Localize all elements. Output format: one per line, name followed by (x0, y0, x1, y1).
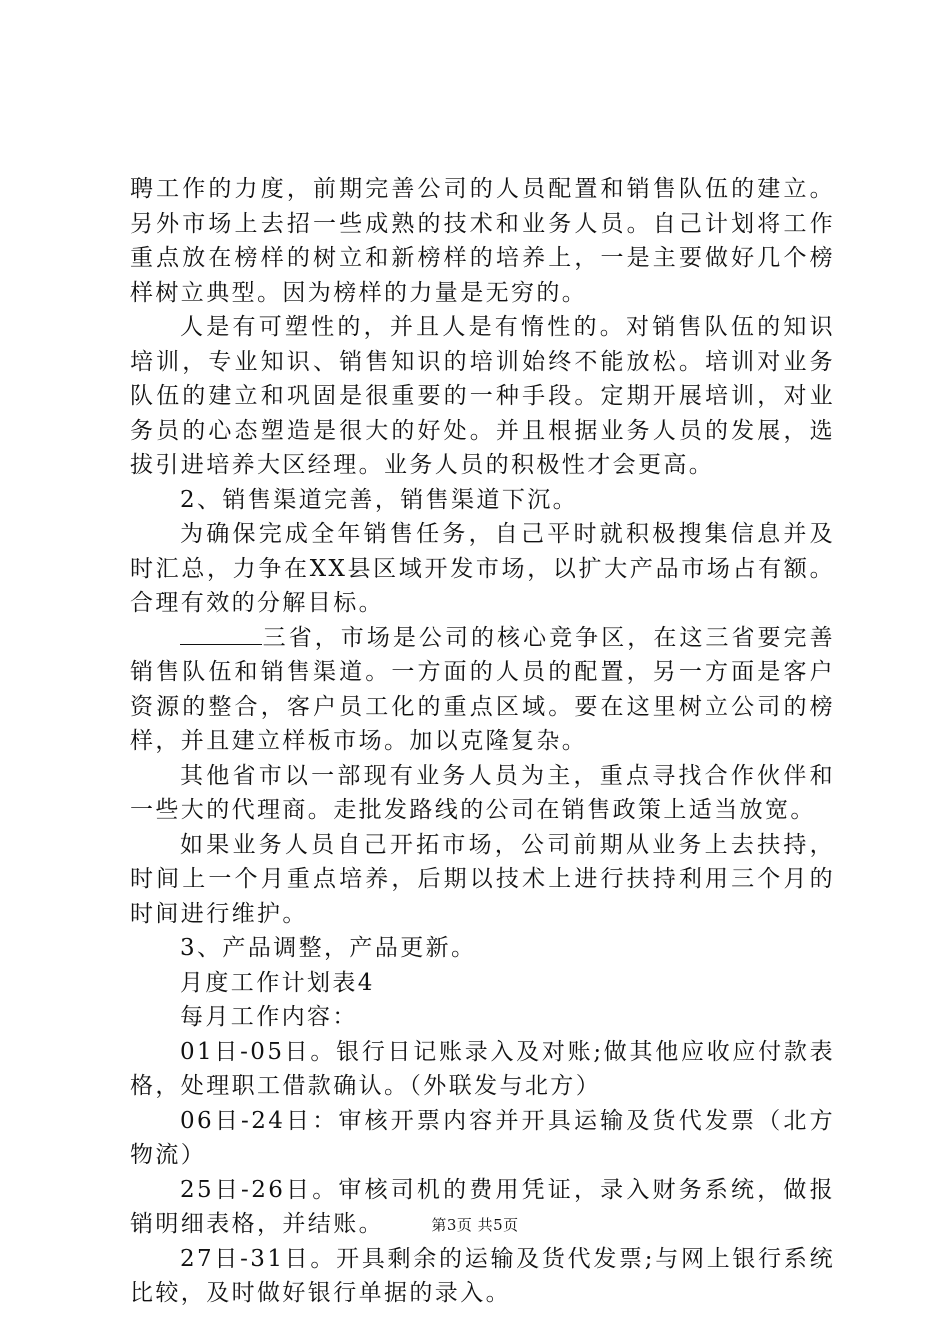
section-heading: 3、产品调整，产品更新。 (180, 935, 477, 961)
paragraph-with-blank (130, 621, 835, 759)
paragraph-text: 三省，市场是公司的核心竞争区，在这三省要完善销售队伍和销售渠道。一方面的人员的配置，另一方面是客户资源的整合，客户员工化的重点区域。要在这里树立公司的榜样，并且建立样板市场。加以克隆复杂。 (130, 624, 835, 754)
document-body (130, 172, 835, 1311)
paragraph: 聘工作的力度，前期完善公司的人员配置和销售队伍的建立。另外市场上去招一些成熟的技术和业务人员。自己计划将工作重点放在榜样的树立和新榜样的培养上，一是主要做好几个榜样树立典型。因为榜样的力量是无穷的。 (130, 176, 835, 306)
schedule-item: 01日-05日。银行日记账录入及对账;做其他应收应付款表格，处理职工借款确认。（外联发与北方） (130, 1038, 835, 1099)
section-title: 月度工作计划表4 (180, 969, 375, 996)
paragraph: 人是有可塑性的，并且人是有惰性的。对销售队伍的知识培训，专业知识、销售知识的培训始终不能放松。培训对业务队伍的建立和巩固是很重要的一种手段。定期开展培训，对业务员的心态塑造是很大的好处。并且根据业务人员的发展，选拔引进培养大区经理。业务人员的积极性才会更高。 (130, 314, 835, 478)
section-heading: 2、销售渠道完善，销售渠道下沉。 (180, 486, 579, 513)
schedule-item: 25日-26日。审核司机的费用凭证，录入财务系统，做报销明细表格，并结账。 (130, 1176, 835, 1237)
schedule-item: 27日-31日。开具剩余的运输及货代发票;与网上银行系统比较，及时做好银行单据的录入。 (130, 1245, 835, 1306)
paragraph: 如果业务人员自己开拓市场，公司前期从业务上去扶持，时间上一个月重点培养，后期以技术上进行扶持利用三个月的时间进行维护。 (130, 831, 835, 927)
fill-in-blank (180, 626, 262, 645)
subheading: 每月工作内容： (180, 1004, 358, 1030)
paragraph: 其他省市以一部现有业务人员为主，重点寻找合作伙伴和一些大的代理商。走批发路线的公司在销售政策上适当放宽。 (130, 762, 835, 823)
page-number-footer: 第3页 共5页 (431, 1216, 519, 1234)
paragraph: 为确保完成全年销售任务，自己平时就积极搜集信息并及时汇总，力争在XX县区域开发市场，以扩大产品市场占有额。合理有效的分解目标。 (130, 521, 835, 616)
schedule-item: 06日-24日：审核开票内容并开具运输及货代发票（北方物流） (130, 1107, 835, 1168)
